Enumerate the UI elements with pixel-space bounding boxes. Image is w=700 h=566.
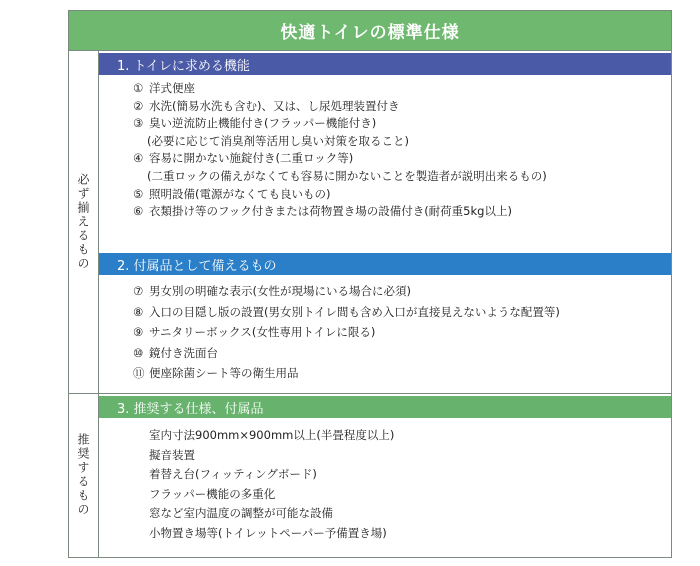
list-item: ④ 容易に開かない施錠付き(二重ロック等) [133,151,354,166]
list-item: ⑨ サニタリーボックス(女性専用トイレに限る) [133,325,376,339]
section-2-heading: 2. 付属品として備えるもの [99,253,671,275]
list-item: 室内寸法900mm×900mm以上(半畳程度以上) [149,428,395,442]
spec-table [68,10,672,558]
section-1-heading: 1. トイレに求める機能 [99,53,671,75]
row-divider [69,393,671,394]
list-item: ③ 臭い逆流防止機能付き(フラッパー機能付き) [133,116,377,131]
list-item: フラッパー機能の多重化 [149,486,276,501]
section-1-list [133,80,547,221]
list-item: ⑩ 鏡付き洗面台 [133,345,218,360]
required-label-cell [69,51,99,393]
list-item: 着替え台(フィッティングボード) [149,467,317,481]
recommended-label-cell [69,393,99,557]
list-item: 擬音装置 [149,447,195,462]
section-3-heading: 3. 推奨する仕様、付属品 [99,396,671,418]
list-item: ⑥ 衣類掛け等のフック付きまたは荷物置き場の設備付き(耐荷重5kg以上) [133,204,512,219]
section-2-list [133,281,560,384]
list-item: 窓など室内温度の調整が可能な設備 [149,506,333,520]
list-item: ⑤ 照明設備(電源がなくても良いもの) [133,186,331,201]
required-label: 必ず揃えるもの [76,173,90,271]
section-3-list [149,426,394,543]
recommended-label: 推奨するもの [76,433,90,517]
list-item: ⑪ 便座除菌シート等の衛生用品 [133,366,299,380]
list-item: ⑧ 入口の目隠し版の設置(男女別トイレ間も含め入口が直接見えないような配置等) [133,304,560,319]
table-title: 快適トイレの標準仕様 [69,11,671,51]
list-item-note: (二重ロックの備えがなくても容易に開かないことを製造者が説明出来るもの) [147,168,547,183]
list-item: ① 洋式便座 [133,81,195,95]
list-item: ② 水洗(簡易水洗も含む)、又は、し尿処理装置付き [133,98,400,113]
list-item: 小物置き場等(トイレットペーパー予備置き場) [149,525,387,540]
list-item-note: (必要に応じて消臭剤等活用し臭い対策を取ること) [147,133,409,148]
list-item: ⑦ 男女別の明確な表示(女性が現場にいる場合に必須) [133,284,411,298]
